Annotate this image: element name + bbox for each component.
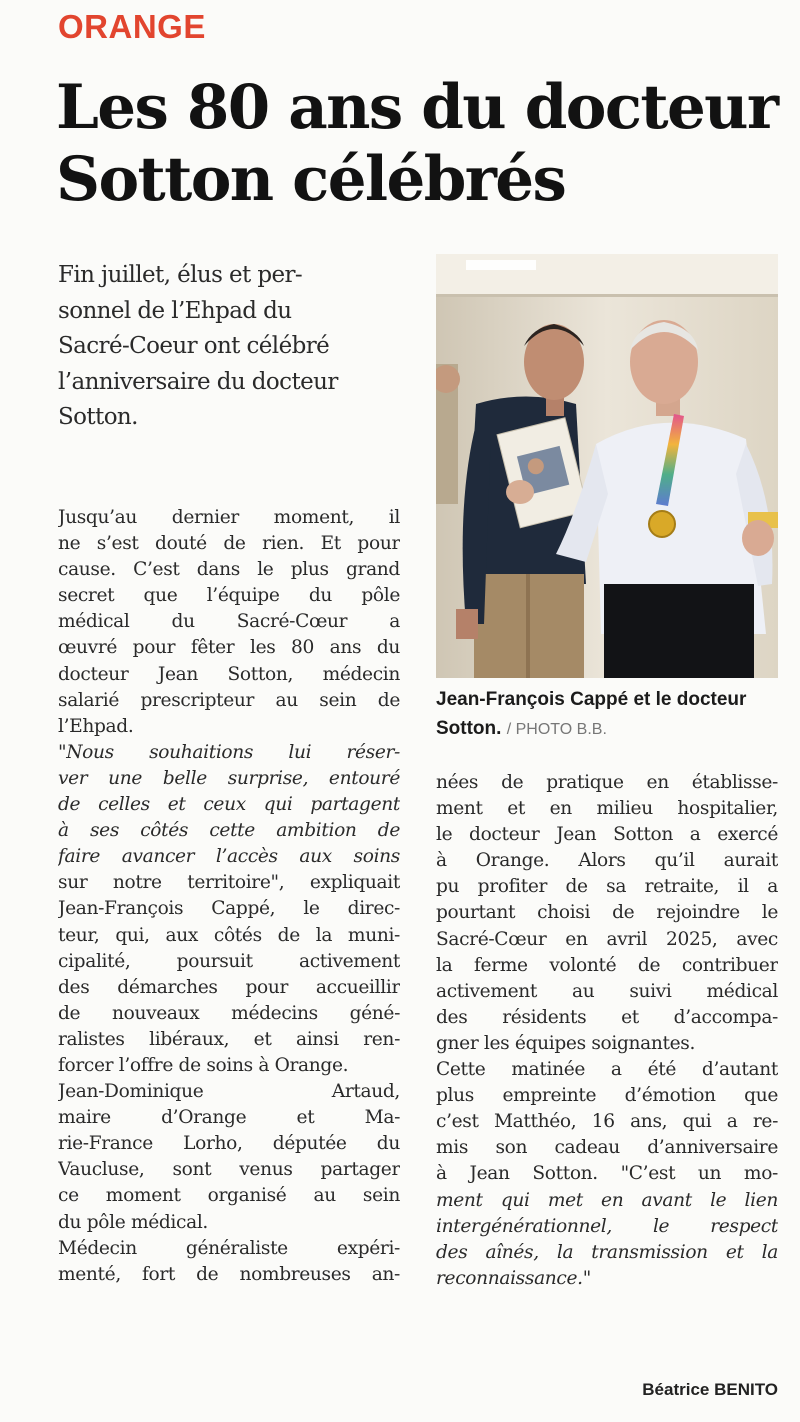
body-line: teur, qui, aux côtés de la muni-: [58, 924, 400, 946]
quote-line: des aînés, la transmission et la: [436, 1241, 778, 1263]
author-signature: Béatrice BENITO: [642, 1380, 778, 1399]
body-line: des démarches pour accueillir: [58, 976, 400, 998]
body-line: l’Ehpad.: [58, 715, 134, 737]
body-line: c’est Matthéo, 16 ans, qui a re-: [436, 1111, 778, 1133]
body-line: docteur Jean Sotton, médecin: [58, 663, 400, 685]
body-line: plus empreinte d’émotion que: [436, 1085, 778, 1107]
body-line: la ferme volonté de contribuer: [436, 954, 778, 976]
body-line: cause. C’est dans le plus grand: [58, 559, 400, 581]
quote-line: ver une belle surprise, entouré: [58, 767, 400, 789]
body-line: sur notre territoire", expliquait: [58, 872, 400, 894]
body-line: gner les équipes soignantes.: [436, 1032, 696, 1054]
body-line: activement au suivi médical: [436, 980, 778, 1002]
body-line: ne s’est douté de rien. Et pour: [58, 533, 400, 555]
body-line: secret que l’équipe du pôle: [58, 585, 400, 607]
body-line: Jean-François Cappé, le direc-: [58, 898, 400, 920]
article-lead: [58, 258, 418, 436]
quote-line: ment qui met en avant le lien: [436, 1189, 778, 1211]
quote-line: "Nous souhaitions lui réser-: [58, 741, 400, 763]
photo-credit: / PHOTO B.B.: [506, 721, 607, 738]
body-line: Vaucluse, sont venus partager: [58, 1159, 400, 1181]
headline-line: Sotton célébrés: [56, 144, 566, 215]
article-body-left-column: [58, 505, 400, 1288]
body-line: Cette matinée a été d’autant: [436, 1059, 778, 1081]
body-line: le docteur Jean Sotton a exercé: [436, 824, 778, 846]
lead-line: Fin juillet, élus et per-: [58, 262, 303, 288]
body-line: Jusqu’au dernier moment, il: [58, 507, 400, 528]
body-line: de nouveaux médecins géné-: [58, 1002, 400, 1024]
body-line: rie-France Lorho, députée du: [58, 1133, 400, 1155]
body-line: menté, fort de nombreuses an-: [58, 1263, 400, 1285]
body-line: ment et en milieu hospitalier,: [436, 798, 778, 820]
body-line: ralistes libéraux, et ainsi ren-: [58, 1028, 400, 1050]
body-line: ce moment organisé au sein: [58, 1185, 400, 1207]
body-line: nées de pratique en établisse-: [436, 772, 778, 793]
body-line: des résidents et d’accompa-: [436, 1006, 778, 1028]
lead-line: sonnel de l’Ehpad du: [58, 297, 292, 324]
lead-line: l’anniversaire du docteur: [58, 368, 338, 395]
body-line: œuvré pour fêter les 80 ans du: [58, 637, 400, 659]
article-headline: [56, 72, 786, 216]
headline-line: Les 80 ans du docteur: [56, 72, 778, 143]
lead-line: Sacré-Coeur ont célébré: [58, 333, 330, 359]
photo-caption: [436, 685, 786, 744]
section-label: ORANGE: [58, 8, 206, 45]
lead-line: Sotton.: [58, 404, 138, 430]
body-line: à Jean Sotton. "C’est un mo-: [436, 1163, 778, 1185]
body-line: maire d’Orange et Ma-: [58, 1107, 400, 1129]
body-line: pourtant choisi de rejoindre le: [436, 902, 778, 924]
quote-line: intergénérationnel, le respect: [436, 1215, 778, 1237]
body-line: forcer l’offre de soins à Orange.: [58, 1054, 349, 1076]
article-body-right-column: [436, 770, 778, 1292]
quote-line: de celles et ceux qui partagent: [58, 794, 400, 816]
body-line: du pôle médical.: [58, 1211, 208, 1233]
body-line: cipalité, poursuit activement: [58, 950, 400, 972]
body-line: mis son cadeau d’anniversaire: [436, 1137, 778, 1159]
body-line: pu profiter de sa retraite, il a: [436, 876, 778, 898]
quote-line: faire avancer l’accès aux soins: [58, 846, 400, 868]
article-photo: [436, 254, 778, 678]
body-line: salarié prescripteur au sein de: [58, 689, 400, 711]
body-line: Sacré-Cœur en avril 2025, avec: [436, 928, 778, 950]
caption-text: Jean-François Cappé et le docteur Sotton.: [436, 689, 747, 739]
body-line: à Orange. Alors qu’il aurait: [436, 850, 778, 872]
body-line: Médecin généraliste expéri-: [58, 1237, 400, 1259]
body-line: Jean-Dominique Artaud,: [58, 1081, 400, 1103]
quote-line: reconnaissance.": [436, 1267, 591, 1289]
quote-line: à ses côtés cette ambition de: [58, 820, 400, 842]
body-line: médical du Sacré-Cœur a: [58, 611, 400, 633]
